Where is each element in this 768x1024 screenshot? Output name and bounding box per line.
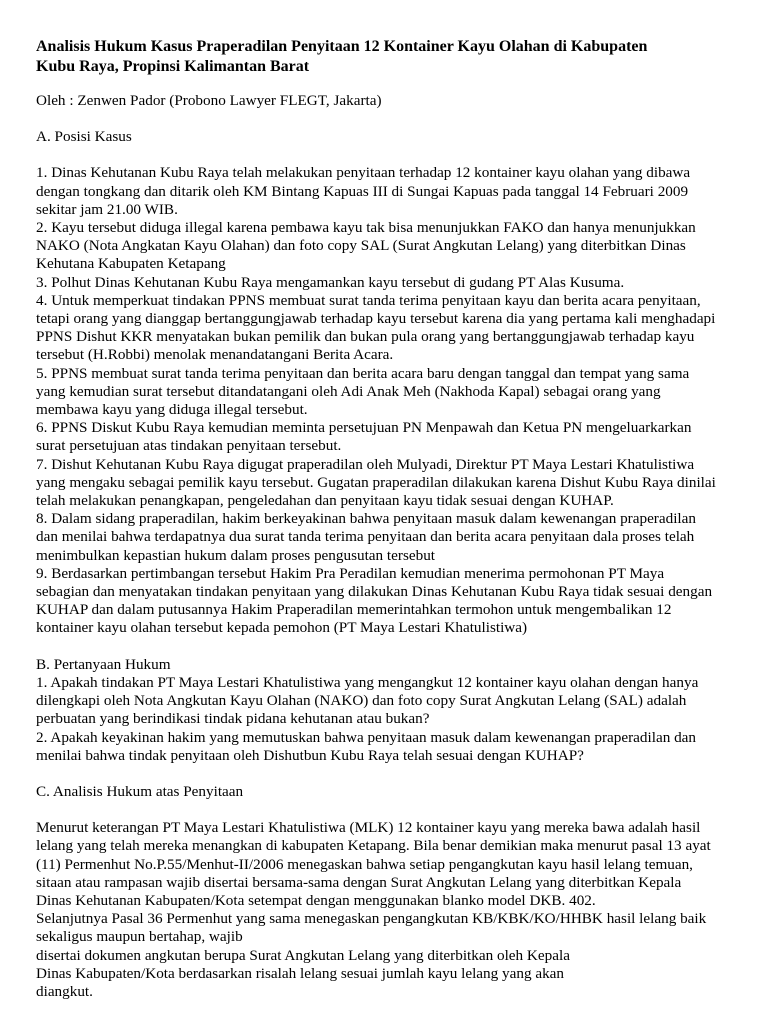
text-line: sekaligus maupun bertahap, wajib [36,928,243,946]
text-line: surat persetujuan atas tindakan penyitaan tersebut. [36,437,342,455]
text-line: lelang yang telah mereka menangkan di kabupaten Ketapang. Bila benar demikian maka menurut pasal 13 ayat [36,837,711,855]
section-c-paragraph-2 [36,910,740,1001]
text-line: tersebut (H.Robbi) menolak menandatangani Berita Acara. [36,346,394,364]
text-line: perbuatan yang berindikasi tindak pidana kehutanan atau bukan? [36,710,430,728]
section-b-body [36,674,740,765]
text-line: kontainer kayu olahan tersebut kepada pemohon (PT Maya Lestari Khatulistiwa) [36,619,528,637]
document-title [36,37,740,77]
text-line: Kehutana Kabupaten Ketapang [36,255,226,273]
section-a-body [36,164,740,637]
text-line: Menurut keterangan PT Maya Lestari Khatulistiwa (MLK) 12 kontainer kayu yang mereka bawa adalah hasil [36,819,701,837]
text-line: 9. Berdasarkan pertimbangan tersebut Hakim Pra Peradilan kemudian menerima permohonan PT Maya [36,564,665,582]
text-line: 4. Untuk memperkuat tindakan PPNS membuat surat tanda terima penyitaan kayu dan berita acara penyitaan, [36,291,701,309]
section-c-paragraph-1 [36,819,740,910]
text-line: 2. Apakah keyakinan hakim yang memutuskan bahwa penyitaan masuk dalam kewenangan praperadilan dan [36,728,697,746]
text-line: sitaan atau rampasan wajib disertai bersama-sama dengan Surat Angkutan Lelang yang diterbitkan Kepala [36,873,682,891]
text-line: 6. PPNS Diskut Kubu Raya kemudian meminta persetujuan PN Menpawah dan Ketua PN mengeluarkarkan [36,419,692,437]
text-line: 8. Dalam sidang praperadilan, hakim berkeyakinan bahwa penyitaan masuk dalam kewenangan praperadilan [36,510,696,528]
text-line: 3. Polhut Dinas Kehutanan Kubu Raya mengamankan kayu tersebut di gudang PT Alas Kusuma. [36,273,625,291]
section-b-heading: B. Pertanyaan Hukum [36,655,171,673]
text-line: dengan tongkang dan ditarik oleh KM Bintang Kapuas III di Sungai Kapuas pada tanggal 14 Februari 2009 [36,182,689,200]
title-line: Analisis Hukum Kasus Praperadilan Penyitaan 12 Kontainer Kayu Olahan di Kabupaten [36,38,648,55]
text-line: 7. Dishut Kehutanan Kubu Raya digugat praperadilan oleh Mulyadi, Direktur PT Maya Lestari Khatulistiwa [36,455,695,473]
text-line: dan menilai bahwa terdapatnya dua surat tanda terima penyitaan dan berita acara penyitaan dala proses telah [36,528,695,546]
section-a-heading: A. Posisi Kasus [36,128,132,146]
text-line: disertai dokumen angkutan berupa Surat Angkutan Lelang yang diterbitkan oleh Kepala [36,946,570,964]
text-line: dilengkapi oleh Nota Angkutan Kayu Olahan (NAKO) dan foto copy Surat Angkutan Lelang (SAL) adalah [36,692,687,710]
text-line: membawa kayu yang diduga illegal tersebut. [36,401,308,419]
section-c-heading: C. Analisis Hukum atas Penyitaan [36,782,244,800]
text-line: menimbulkan kepastian hukum dalam proses pengusutan tersebut [36,546,436,564]
text-line: 2. Kayu tersebut diduga illegal karena pembawa kayu tak bisa menunjukkan FAKO dan hanya menunjukkan [36,219,696,237]
title-line: Kubu Raya, Propinsi Kalimantan Barat [36,58,310,75]
text-line: yang kemudian surat tersebut ditandatangani oleh Adi Anak Meh (Nakhoda Kapal) sebagai orang yang [36,382,661,400]
text-line: yang mengaku sebagai pemilik kayu tersebut. Gugatan praperadilan dilakukan karena Dishut Kubu Raya dinilai [36,473,716,491]
text-line: sekitar jam 21.00 WIB. [36,200,178,218]
text-line: Dinas Kabupaten/Kota berdasarkan risalah lelang sesuai jumlah kayu lelang yang akan [36,964,565,982]
text-line: sebagian dan menyatakan tindakan penyitaan yang dilakukan Dinas Kehutanan Kubu Raya tidak sesuai dengan [36,583,713,601]
text-line: KUHAP dan dalam putusannya Hakim Praperadilan memerintahkan termohon untuk mengembalikan 12 [36,601,672,619]
text-line: NAKO (Nota Angkatan Kayu Olahan) dan foto copy SAL (Surat Angkutan Lelang) yang diterbitkan Dinas [36,237,686,255]
text-line: diangkut. [36,982,93,1000]
author-line: Oleh : Zenwen Pador (Probono Lawyer FLEGT, Jakarta) [36,92,382,109]
text-line: telah melakukan penangkapan, pengeledahan dan penyitaan kayu tidak sesuai dengan KUHAP. [36,492,614,510]
text-line: Dinas Kehutanan Kabupaten/Kota setempat dengan menggunakan blanko model DKB. 402. [36,891,596,909]
text-line: 5. PPNS membuat surat tanda terima penyitaan dan berita acara baru dengan tanggal dan tempat yang sama [36,364,690,382]
text-line: 1. Apakah tindakan PT Maya Lestari Khatulistiwa yang mengangkut 12 kontainer kayu olahan dengan hanya [36,673,699,691]
text-line: tetapi orang yang dianggap bertanggungjawab terhadap kayu tersebut karena dia yang pertama kali menghadapi [36,310,716,328]
text-line: (11) Permenhut No.P.55/Menhut-II/2006 menegaskan bahwa setiap pengangkutan kayu hasil lelang temuan, [36,855,693,873]
text-line: PPNS Dishut KKR menyatakan bukan pemilik dan bukan pula orang yang bertanggungjawab terhadap kayu [36,328,695,346]
text-line: 1. Dinas Kehutanan Kubu Raya telah melakukan penyitaan terhadap 12 kontainer kayu olahan yang dibawa [36,164,691,182]
text-line: menilai bahwa tindak penyitaan oleh Dishutbun Kubu Raya telah sesuai dengan KUHAP? [36,746,584,764]
text-line: Selanjutnya Pasal 36 Permenhut yang sama menegaskan pengangkutan KB/KBK/KO/HHBK hasil lelang baik [36,910,707,928]
